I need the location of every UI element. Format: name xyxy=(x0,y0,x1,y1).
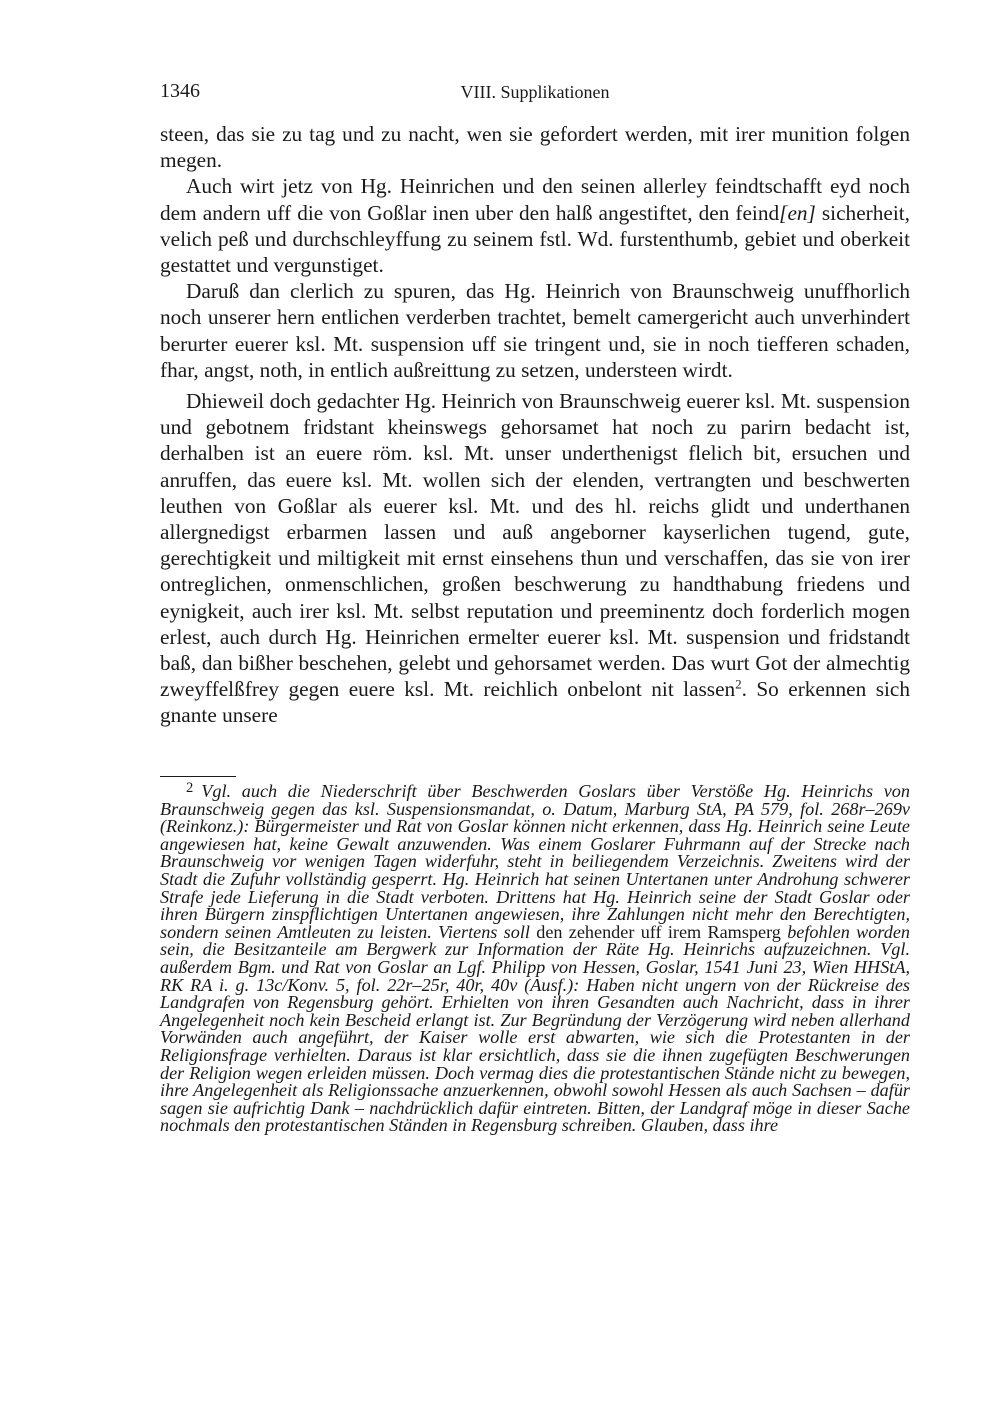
editorial-insertion: [en] xyxy=(779,200,816,225)
main-text xyxy=(160,121,910,729)
running-head xyxy=(160,80,910,108)
paragraph: Daruß dan clerlich zu spuren, das Hg. Heinrich von Braunschweig unuffhorlich noch unserer hern entlichen verderben trachtet, bemelt camergericht auch unverhindert berurter euerer ksl. Mt. suspension uff sie tringent und, sie in noch tiefferen schaden, fhar, angst, noth, in entlich außreittung zu setzen, understeen wirdt. xyxy=(160,279,910,382)
footnote-text: Vgl. auch die Niederschrift über Beschwerden Goslars über Verstöße Hg. Heinrichs von Braunschweig gegen das ksl. Suspensionsmandat, o. Datum, Marburg StA, PA 579, fol. 268r–269v (Reinkonz.): Bürgermeister und Rat von Goslar können nicht erkennen, dass Hg. Heinrich seine Leute angewiesen hat, keine Gewalt anzuwenden. Was einem Goslarer Fuhrmann auf der Strecke nach Braunschweig vor wenigen Tagen widerfuhr, steht in beiliegendem Verzeichnis. Zweitens wird der Stadt die Zufuhr vollständig gesperrt. Hg. Heinrich hat seinen Untertanen unter Androhung schwerer Strafe jede Lieferung in die Stadt verboten. Drittens hat Hg. Heinrich seine der Stadt Goslar oder ihren Bürgern zinspflichtigen Untertanen angewiesen, ihre Zahlungen nicht mehr den Berechtigten, sondern seinen Amtleuten zu leisten. Viertens soll xyxy=(160,781,910,942)
paragraph-text: sicherheit, velich peß und durchschleyffung zu seinem fstl. Wd. furstenthumb, gebiet und oberkeit gestattet und vergunstiget. xyxy=(160,200,910,278)
paragraph-continued: steen, das sie zu tag und zu nacht, wen sie gefordert werden, mit irer munition folgen megen. xyxy=(160,122,910,173)
paragraph-text: . So erkennen sich gnante unsere xyxy=(160,677,910,728)
paragraph-text: Auch wirt jetz von Hg. Heinrichen und den seinen allerley feindtschafft eyd noch dem andern uff die von Goßlar inen uber den halß angestiftet, den feind xyxy=(160,174,910,225)
footnote-reference[interactable]: 2 xyxy=(735,677,742,692)
section-title: VIII. Supplikationen xyxy=(460,82,610,102)
paragraph-text: Dhieweil doch gedachter Hg. Heinrich von Braunschweig euerer ksl. Mt. suspension und gebotnem fridstant kheinswegs gehorsamet hat noch zu parirn bedacht ist, derhalben ist an euere röm. ksl. Mt. unser underthenigst flelich bit, ersuchen und anruffen, das euere ksl. Mt. wollen sich der elenden, vertrangten und beschwerten leuthen von Goßlar als euerer ksl. Mt. und des hl. reichs glidt und underthanen allergnedigst erbarmen lassen und auß angeborner kayserlichen tugend, gute, gerechtigkeit und miltigkeit mit ernst einsehens thun und verschaffen, das sie von irer ontreglichen, onmenschlichen, großen beschwerung zu handthabung friedens und eynigkeit, auch irer ksl. Mt. selbst reputation und preeminentz doch forderlich mogen erlest, auch durch Hg. Heinrichen ermelter euerer ksl. Mt. suspension und fridstandt baß, dan bißher beschehen, gelebt und gehorsamet werden. Das wurt Got der almechtig zweyffelßfrey gegen euere ksl. Mt. reichlich onbelont nit lassen xyxy=(160,389,910,702)
paragraph xyxy=(160,388,910,729)
footnote-number: 2 xyxy=(186,780,194,796)
paragraph xyxy=(160,173,910,278)
page-number: 1346 xyxy=(160,80,200,102)
footnote xyxy=(160,780,910,1135)
footnote-text: befohlen worden sein, die Besitzanteile am Bergwerk zur Information der Räte Hg. Heinrichs aufzuzeichnen. Vgl. außerdem Bgm. und Rat von Goslar an Lgf. Philipp von Hessen, Goslar, 1541 Juni 23, Wien HHStA, RK RA i. g. 13c/Konv. 5, fol. 22r–25r, 40r, 40v (Ausf.): Haben nicht ungern von der Rückreise des Landgrafen von Regensburg gehört. Erhielten von ihren Gesandten auch Nachricht, dass in ihrer Angelegenheit noch kein Bescheid erlangt ist. Zur Begründung der Verzögerung wird neben allerhand Vorwänden auch angeführt, der Kaiser wolle erst abwarten, wie sich die Protestanten in der Religionsfrage verhielten. Daraus ist klar ersichtlich, dass sie die ihnen zugefügten Beschwerungen der Religion wegen erleiden müssen. Doch vermag dies die protestantischen Stände nicht zu bewegen, ihre Angelegenheit als Religionssache anzuerkennen, obwohl sowohl Hessen als auch Sachsen – dafür sagen sie aufrichtig Dank – nachdrücklich dafür eintreten. Bitten, der Landgraf möge in dieser Sache nochmals den protestantischen Ständen in Regensburg schreiben. Glauben, dass ihre xyxy=(160,921,910,1136)
footnotes xyxy=(160,780,910,1135)
footnote-divider xyxy=(160,776,236,777)
footnote-quotation: den zehender uff irem Ramsperg xyxy=(529,921,788,942)
